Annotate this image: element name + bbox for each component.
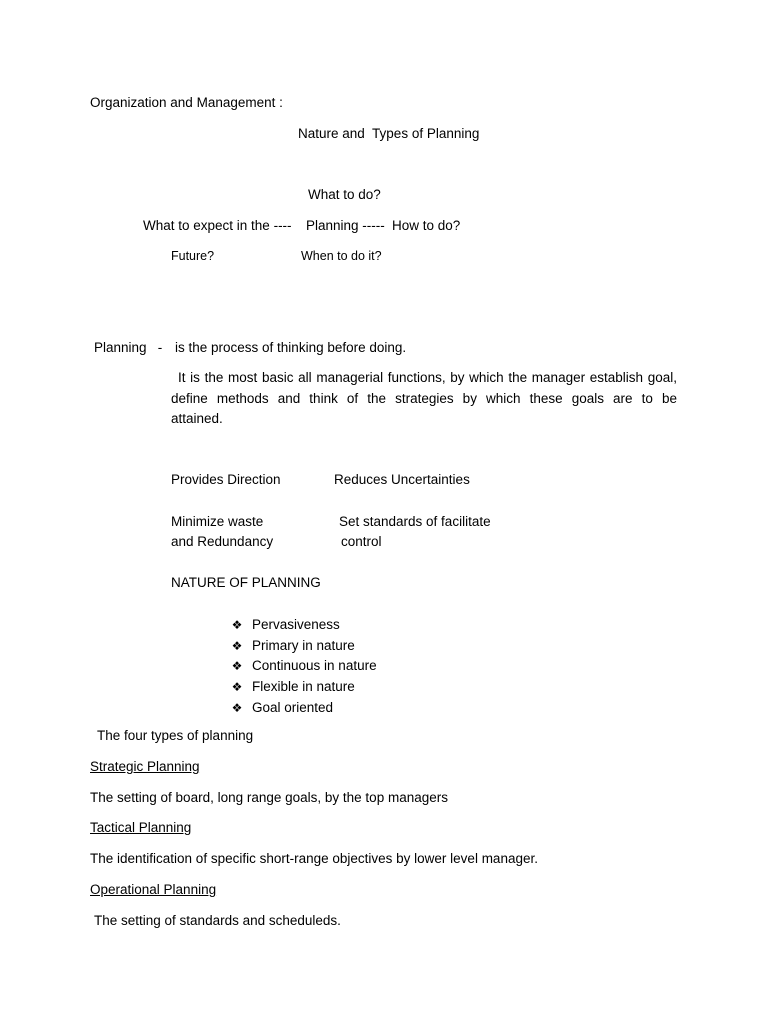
benefit-control: control <box>341 534 382 549</box>
course-title: Organization and Management : <box>90 95 283 110</box>
benefit-minimize-waste: Minimize waste <box>171 514 264 529</box>
benefit-redundancy: and Redundancy <box>171 534 274 549</box>
list-item <box>230 615 377 636</box>
list-item-text: Flexible in nature <box>252 679 355 695</box>
list-item-text: Goal oriented <box>252 699 334 715</box>
nature-list <box>230 615 377 718</box>
types-intro: The four types of planning <box>97 728 254 743</box>
nature-heading: NATURE OF PLANNING <box>171 575 321 590</box>
list-item <box>230 656 377 677</box>
strategic-heading: Strategic Planning <box>90 759 200 774</box>
list-item <box>230 677 377 698</box>
how-to-do-label: How to do? <box>392 218 461 233</box>
paragraph-line: It is the most basic all managerial functions, by which the manager establish goal, <box>178 370 677 385</box>
operational-heading: Operational Planning <box>90 882 217 897</box>
future-label: Future? <box>171 249 215 263</box>
when-to-do-label: When to do it? <box>301 249 382 263</box>
planning-center-label: Planning ----- <box>306 218 385 233</box>
tactical-heading: Tactical Planning <box>90 820 192 835</box>
benefit-set-standards: Set standards of facilitate <box>339 514 491 529</box>
list-item-text: Pervasiveness <box>252 617 340 633</box>
paragraph-line: define methods and think of the strategies by which these goals are to be <box>171 390 677 406</box>
diamond-bullet-icon: ❖ <box>231 618 243 633</box>
diamond-bullet-icon: ❖ <box>231 680 243 695</box>
list-item-text: Continuous in nature <box>252 658 377 674</box>
diamond-bullet-icon: ❖ <box>231 638 243 653</box>
list-item-text: Primary in nature <box>252 637 355 653</box>
paragraph-line: attained. <box>171 411 223 426</box>
operational-text: The setting of standards and scheduleds. <box>94 913 341 928</box>
definition-text: is the process of thinking before doing. <box>175 340 407 355</box>
diamond-bullet-icon: ❖ <box>231 659 243 674</box>
strategic-text: The setting of board, long range goals, by the top managers <box>90 790 448 805</box>
definition-paragraph <box>171 368 677 430</box>
diamond-bullet-icon: ❖ <box>231 700 243 715</box>
list-item <box>230 636 377 657</box>
definition-term: Planning - <box>94 340 163 355</box>
list-item <box>230 697 377 718</box>
what-to-do-label: What to do? <box>308 187 381 202</box>
tactical-text: The identification of specific short-range objectives by lower level manager. <box>90 851 538 866</box>
benefit-reduces-uncertainties: Reduces Uncertainties <box>334 472 470 487</box>
topic-title: Nature and Types of Planning <box>298 126 480 141</box>
benefit-provides-direction: Provides Direction <box>171 472 281 487</box>
left-prompt-label: What to expect in the ---- <box>143 218 292 233</box>
